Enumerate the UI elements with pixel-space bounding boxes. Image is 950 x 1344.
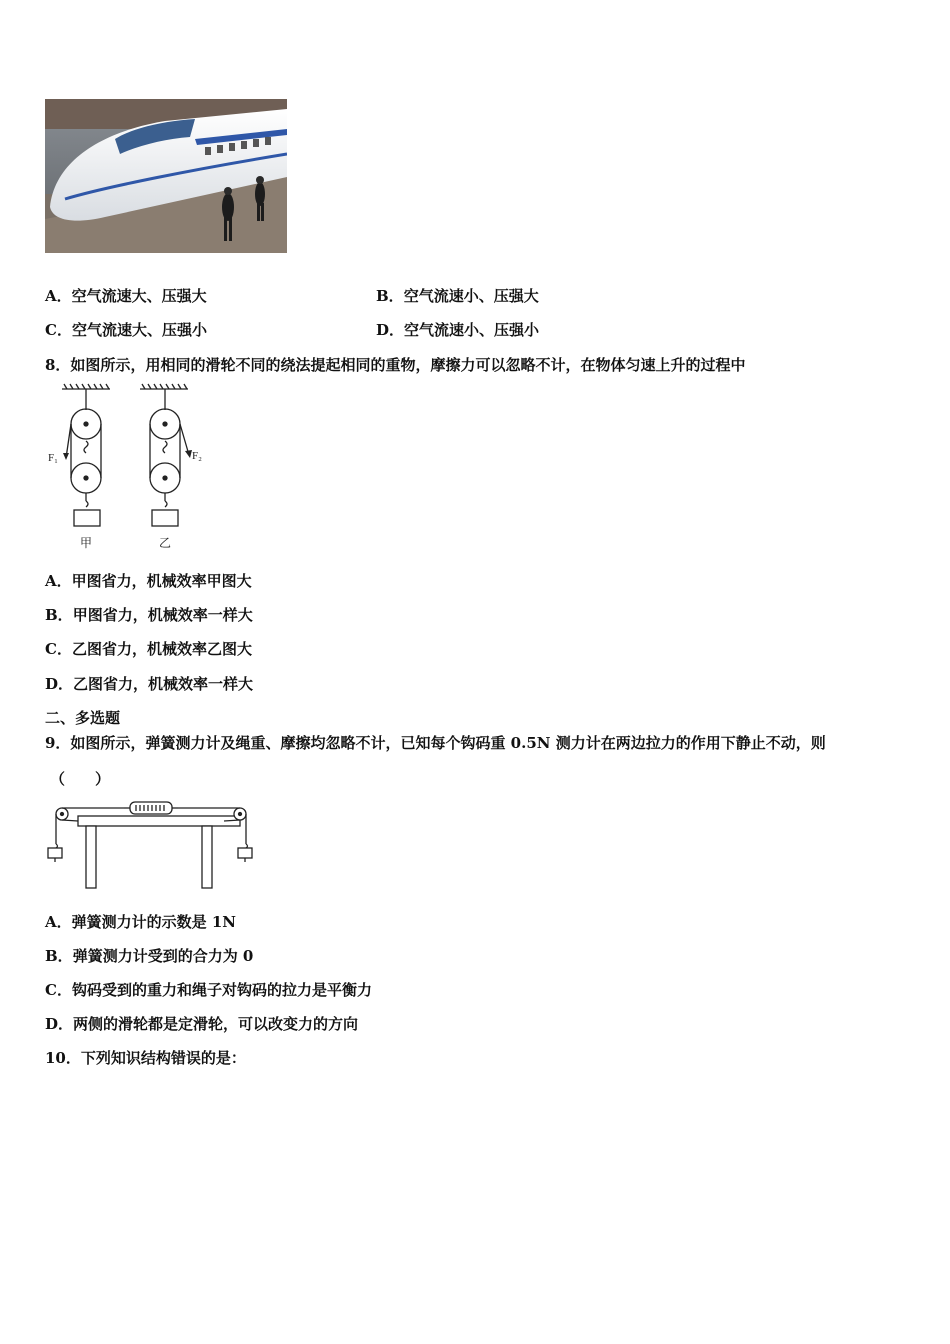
q9-option-a — [45, 912, 236, 932]
q8-option-d — [45, 674, 253, 694]
option-label: C． — [45, 640, 72, 658]
option-text: 空气流速大、压强小 — [71, 321, 207, 339]
option-label: A． — [45, 572, 72, 590]
option-text: 乙图省力，机械效率一样大 — [73, 675, 254, 693]
option-label: C． — [45, 321, 72, 339]
train-photo — [45, 99, 287, 253]
section-title: 二、多选题 — [45, 709, 121, 727]
option-label: C． — [45, 981, 72, 999]
option-text: 钩码受到的重力和绳子对钩码的拉力是平衡力 — [71, 981, 372, 999]
pulley-diagram — [44, 383, 224, 553]
option-text: 甲图省力，机械效率甲图大 — [71, 572, 252, 590]
option-label: A． — [45, 287, 72, 305]
force1-label: F₁ — [48, 452, 58, 464]
option-text: 空气流速大、压强大 — [71, 287, 207, 305]
q7-option-b — [376, 286, 539, 306]
option-text: 甲图省力，机械效率一样大 — [72, 606, 253, 624]
option-label: B． — [45, 606, 73, 624]
q9-option-d — [45, 1014, 358, 1034]
option-label: D． — [45, 675, 74, 693]
option-text: 两侧的滑轮都是定滑轮，可以改变力的方向 — [73, 1015, 359, 1033]
q7-option-a — [45, 286, 207, 306]
option-label: B． — [45, 947, 73, 965]
option-label: D． — [45, 1015, 74, 1033]
option-text: 空气流速小、压强小 — [404, 321, 540, 339]
q9-option-b — [45, 946, 253, 966]
label-yi: 乙 — [159, 536, 172, 550]
option-label: A． — [45, 913, 72, 931]
option-text: 空气流速小、压强大 — [403, 287, 539, 305]
option-text: 弹簧测力计受到的合力为 0 — [72, 947, 254, 965]
q8-option-a — [45, 571, 252, 591]
option-label: D． — [376, 321, 405, 339]
option-label: B． — [376, 287, 404, 305]
q7-option-d — [376, 320, 539, 340]
q9-option-c — [45, 980, 372, 1000]
q10-stem: 10．下列知识结构错误的是： — [45, 1049, 246, 1067]
q7-option-c — [45, 320, 207, 340]
label-jia: 甲 — [80, 536, 93, 550]
q9-blank: （ ） — [50, 770, 111, 788]
option-text: 乙图省力，机械效率乙图大 — [71, 640, 252, 658]
q8-option-b — [45, 605, 253, 625]
q9-stem: 9．如图所示，弹簧测力计及绳重、摩擦均忽略不计，已知每个钩码重 0.5N 测力计在两边拉力的作用下静止不动，则 — [45, 734, 826, 752]
force2-label: F₂ — [192, 450, 202, 462]
q8-option-c — [45, 639, 252, 659]
q8-stem: 8．如图所示，用相同的滑轮不同的绕法提起相同的重物，摩擦力可以忽略不计，在物体匀速上升的过程中 — [45, 356, 746, 374]
option-text: 弹簧测力计的示数是 1N — [71, 913, 237, 931]
spring-scale-diagram — [44, 796, 258, 892]
